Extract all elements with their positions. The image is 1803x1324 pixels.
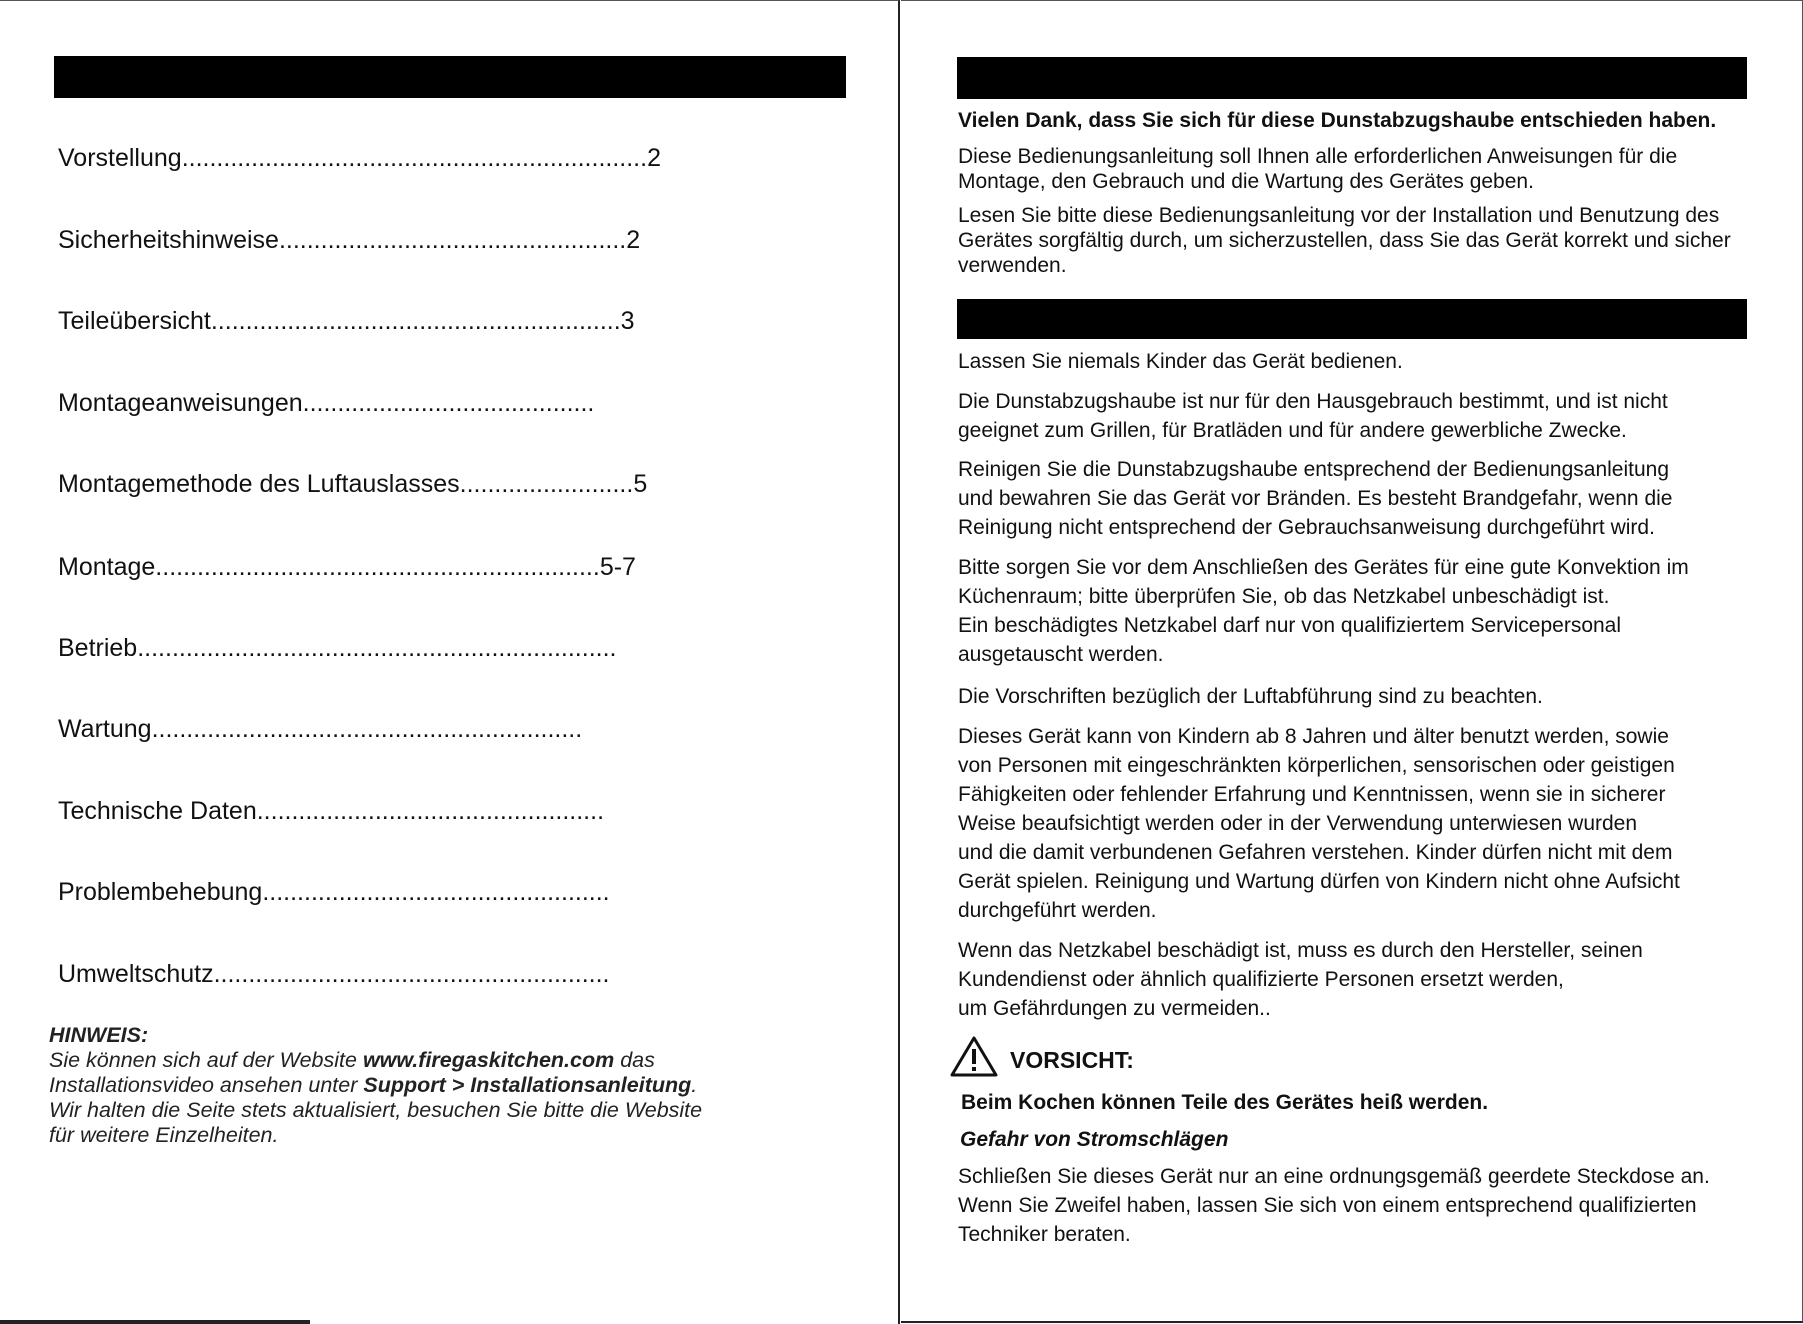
toc-entry bbox=[58, 796, 698, 826]
toc-title: Problembehebung bbox=[58, 878, 263, 906]
toc-page-number: 3 bbox=[620, 307, 635, 335]
support-path: Support > Installationsanleitung bbox=[363, 1073, 692, 1097]
left-page bbox=[0, 0, 900, 1324]
toc-entry bbox=[58, 877, 698, 907]
text-line: Die Dunstabzugshaube ist nur für den Hausgebrauch bestimmt, und ist nicht bbox=[958, 390, 1668, 413]
intro-p1 bbox=[958, 144, 1768, 194]
text-line: Fähigkeiten oder fehlender Erfahrung und Kenntnissen, wenn sie in sicherer bbox=[958, 783, 1666, 806]
toc-entry bbox=[58, 959, 698, 989]
toc-dots: .......................................... bbox=[302, 389, 595, 417]
text-line: Bitte sorgen Sie vor dem Anschließen des Gerätes für eine gute Konvektion im bbox=[958, 556, 1689, 579]
safety-5 bbox=[958, 682, 1768, 711]
note-line-3: Wir halten die Seite stets aktualisiert, besuchen Sie bitte die Website bbox=[49, 1098, 703, 1122]
text-line: von Personen mit eingeschränkten körperlichen, sensorischen oder geistigen bbox=[958, 754, 1675, 777]
warning-triangle-icon bbox=[950, 1035, 998, 1077]
note-text: Sie können sich auf der Website bbox=[49, 1048, 363, 1072]
toc-header-bar bbox=[54, 56, 846, 98]
safety-3 bbox=[958, 455, 1768, 542]
toc-title: Montage bbox=[58, 553, 156, 581]
safety-2 bbox=[958, 387, 1768, 445]
text-line: Dieses Gerät kann von Kindern ab 8 Jahren und älter benutzt werden, sowie bbox=[958, 725, 1669, 748]
hot-parts-warning bbox=[961, 1088, 1771, 1117]
safety-header-bar bbox=[957, 299, 1747, 339]
note-text: das bbox=[614, 1048, 655, 1072]
note-line-1 bbox=[49, 1048, 809, 1073]
hot-parts-text: Beim Kochen können Teile des Gerätes heiß werden. bbox=[961, 1091, 1489, 1114]
text-line: Ein beschädigtes Netzkabel darf nur von qualifiziertem Servicepersonal bbox=[958, 614, 1622, 637]
toc-dots: ..................................................................... bbox=[137, 634, 617, 662]
text-line: Die Vorschriften bezüglich der Luftabführung sind zu beachten. bbox=[958, 685, 1543, 708]
toc-page-number: 5 bbox=[633, 470, 648, 498]
safety-1 bbox=[958, 347, 1768, 376]
toc-title: Montageanweisungen bbox=[58, 389, 303, 417]
toc-dots: .................................................. bbox=[262, 878, 610, 906]
text-line: Kundendienst oder ähnlich qualifizierte Personen ersetzt werden, bbox=[958, 968, 1564, 991]
toc-entry bbox=[58, 469, 698, 499]
text-line: Reinigung nicht entsprechend der Gebrauchsanweisung durchgeführt wird. bbox=[958, 516, 1655, 539]
text-line: und bewahren Sie das Gerät vor Bränden. Es besteht Brandgefahr, wenn die bbox=[958, 487, 1673, 510]
toc-title: Wartung bbox=[58, 715, 152, 743]
shock-heading-text: Gefahr von Stromschlägen bbox=[960, 1128, 1229, 1151]
toc-entry bbox=[58, 633, 698, 663]
toc-entry bbox=[58, 225, 698, 255]
note-text: . bbox=[691, 1073, 698, 1097]
toc-dots: ................................................................... bbox=[181, 144, 648, 172]
text-line: Küchenraum; bitte überprüfen Sie, ob das Netzkabel unbeschädigt ist. bbox=[958, 585, 1610, 608]
text-line: und die damit verbundenen Gefahren verstehen. Kinder dürfen nicht mit dem bbox=[958, 841, 1673, 864]
text-line: Weise beaufsichtigt werden oder in der Verwendung unterwiesen wurden bbox=[958, 812, 1638, 835]
text-line: ausgetauscht werden. bbox=[958, 643, 1164, 666]
text-line: Techniker beraten. bbox=[958, 1223, 1131, 1246]
text-line: Gerätes sorgfältig durch, um sicherzustellen, dass Sie das Gerät korrekt und sicher bbox=[958, 229, 1731, 252]
toc-title: Umweltschutz bbox=[58, 960, 214, 988]
toc-dots: ........................................................... bbox=[210, 307, 621, 335]
caution-label: VORSICHT: bbox=[1010, 1047, 1134, 1073]
text-line: verwenden. bbox=[958, 254, 1067, 277]
toc-dots: ................................................................ bbox=[155, 553, 600, 581]
toc-title: Vorstellung bbox=[58, 144, 182, 172]
toc-title: Technische Daten bbox=[58, 797, 257, 825]
note-box bbox=[49, 1023, 809, 1148]
intro-header-bar bbox=[957, 57, 1747, 99]
text-line: geeignet zum Grillen, für Bratläden und für andere gewerbliche Zwecke. bbox=[958, 419, 1627, 442]
thanks-line bbox=[958, 106, 1768, 135]
text-line: durchgeführt werden. bbox=[958, 899, 1157, 922]
text-line: Montage, den Gebrauch und die Wartung des Gerätes geben. bbox=[958, 170, 1534, 193]
text-line: um Gefährdungen zu vermeiden.. bbox=[958, 997, 1271, 1020]
note-heading: HINWEIS: bbox=[49, 1023, 149, 1047]
safety-4 bbox=[958, 553, 1768, 669]
website-link: www.firegaskitchen.com bbox=[362, 1048, 615, 1072]
toc-entry bbox=[58, 714, 698, 744]
text-line: Schließen Sie dieses Gerät nur an eine ordnungsgemäß geerdete Steckdose an. bbox=[958, 1165, 1710, 1188]
text-line: Lassen Sie niemals Kinder das Gerät bedienen. bbox=[958, 350, 1403, 373]
toc-dots: ......................... bbox=[459, 470, 634, 498]
safety-6 bbox=[958, 722, 1768, 925]
toc-title: Sicherheitshinweise bbox=[58, 226, 279, 254]
toc-dots: .............................................................. bbox=[151, 715, 583, 743]
shock-text bbox=[958, 1162, 1768, 1249]
text-line: Wenn Sie Zweifel haben, lassen Sie sich von einem entsprechend qualifizierten bbox=[958, 1194, 1697, 1217]
safety-7 bbox=[958, 936, 1768, 1023]
bottom-rule bbox=[0, 1320, 310, 1324]
toc-dots: ......................................................... bbox=[213, 960, 610, 988]
toc-entry bbox=[58, 143, 698, 173]
note-line-2 bbox=[49, 1073, 809, 1098]
toc-entry bbox=[58, 388, 698, 418]
toc-entry bbox=[58, 306, 698, 336]
toc-dots: .................................................. bbox=[256, 797, 605, 825]
thanks-text: Vielen Dank, dass Sie sich für diese Dunstabzugshaube entschieden haben. bbox=[958, 109, 1717, 132]
toc-title: Teileübersicht bbox=[58, 307, 211, 335]
toc-dots: .................................................. bbox=[278, 226, 627, 254]
toc-page-number: 5-7 bbox=[599, 553, 636, 581]
toc-page-number: 2 bbox=[647, 144, 661, 172]
text-line: Lesen Sie bitte diese Bedienungsanleitung vor der Installation und Benutzung des bbox=[958, 204, 1720, 227]
note-line-4: für weitere Einzelheiten. bbox=[49, 1123, 279, 1147]
shock-heading bbox=[960, 1125, 1770, 1154]
toc-page-number: 2 bbox=[626, 226, 641, 254]
note-text: Installationsvideo ansehen unter bbox=[49, 1073, 364, 1097]
text-line: Diese Bedienungsanleitung soll Ihnen alle erforderlichen Anweisungen für die bbox=[958, 145, 1678, 168]
intro-p2 bbox=[958, 203, 1768, 278]
text-line: Gerät spielen. Reinigung und Wartung dürfen von Kindern nicht ohne Aufsicht bbox=[958, 870, 1680, 893]
toc-title: Montagemethode des Luftauslasses bbox=[58, 470, 460, 498]
toc-entry bbox=[58, 552, 698, 582]
text-line: Reinigen Sie die Dunstabzugshaube entsprechend der Bedienungsanleitung bbox=[958, 458, 1670, 481]
text-line: Wenn das Netzkabel beschädigt ist, muss es durch den Hersteller, seinen bbox=[958, 939, 1643, 962]
toc-title: Betrieb bbox=[58, 634, 138, 662]
